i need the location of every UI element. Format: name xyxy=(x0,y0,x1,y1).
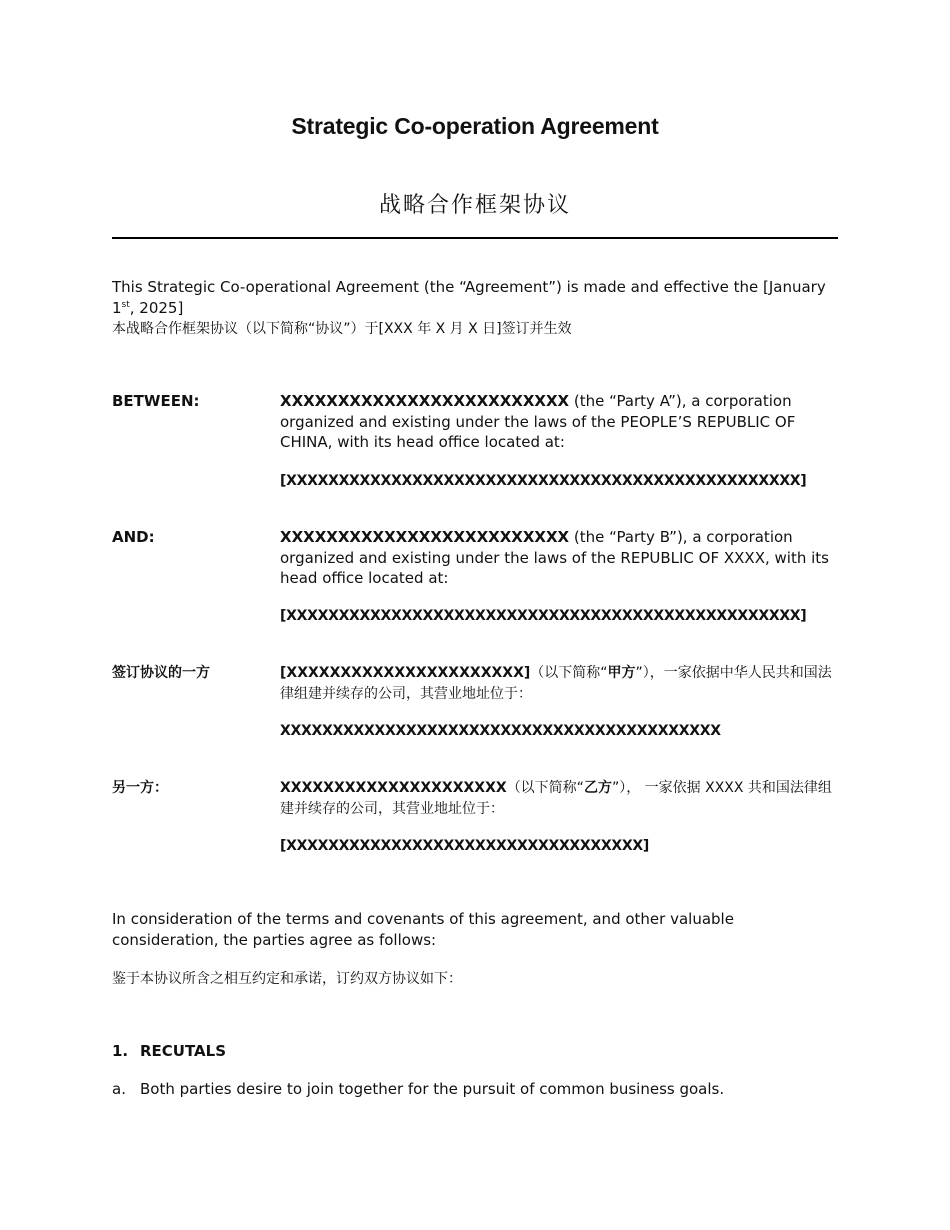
list-item xyxy=(112,1080,724,1098)
party-b-cn-post: ”）， 一家依据 XXXX 共和国法律组建并续存的公司，其营业地址位于： xyxy=(280,780,832,817)
party-b-details: (the “Party B”), a corporation organized and existing under the laws of the REPUBLIC OF XXXX, with its head office located at: xyxy=(280,528,829,587)
party-a-cn-name: [XXXXXXXXXXXXXXXXXXXXXX] xyxy=(280,665,531,681)
party-a-address: [XXXXXXXXXXXXXXXXXXXXXXXXXXXXXXXXXXXXXXXXXXXXXXXXX] xyxy=(280,473,807,489)
section-title: RECUTALS xyxy=(140,1042,227,1060)
party-a-cn-post: ”），一家依据中华人民共和国法律组建并续存的公司，其营业地址位于： xyxy=(280,665,832,702)
intro-paragraph-chinese: 本战略合作框架协议（以下简称“协议”）于[XXX 年 X 月 X 日]签订并生效 xyxy=(112,321,572,337)
and-label: AND: xyxy=(112,528,155,546)
intro-text-part2: , 2025] xyxy=(129,298,184,317)
title-divider xyxy=(112,237,838,239)
party-b-cn-name: XXXXXXXXXXXXXXXXXXXXX xyxy=(280,780,507,796)
party-a-name: XXXXXXXXXXXXXXXXXXXXXXXXX xyxy=(280,392,570,410)
intro-paragraph xyxy=(112,277,838,318)
party-a-description xyxy=(280,391,840,453)
party-a-details: (the “Party A”), a corporation organized and existing under the laws of the PEOPLE’S REPUBLIC OF CHINA, with its head office located at: xyxy=(280,392,796,451)
list-item-marker: a. xyxy=(112,1080,126,1098)
document-title-chinese: 战略合作框架协议 xyxy=(378,193,571,218)
party-a-cn-pre: （以下简称“ xyxy=(530,665,608,681)
party-a-cn-address: XXXXXXXXXXXXXXXXXXXXXXXXXXXXXXXXXXXXXXXXXX xyxy=(280,723,721,739)
party-b-cn-label: 另一方： xyxy=(112,780,168,796)
party-a-cn-description xyxy=(280,663,840,704)
party-b-cn-pre: （以下简称“ xyxy=(506,780,584,796)
intro-superscript: st xyxy=(121,299,130,310)
party-b-address: [XXXXXXXXXXXXXXXXXXXXXXXXXXXXXXXXXXXXXXXXXXXXXXXXX] xyxy=(280,608,807,624)
intro-text-part1: This Strategic Co-operational Agreement (the “Agreement”) is made and effective the [January 1 xyxy=(112,278,826,317)
section-number: 1. xyxy=(112,1042,129,1060)
party-a-cn-short: 甲方 xyxy=(607,665,636,681)
list-item-text: Both parties desire to join together for the pursuit of common business goals. xyxy=(140,1080,725,1098)
between-label: BETWEEN: xyxy=(112,392,200,410)
consideration-paragraph-chinese: 鉴于本协议所含之相互约定和承诺，订约双方协议如下： xyxy=(112,971,462,987)
party-b-cn-short: 乙方 xyxy=(583,780,612,796)
party-b-description xyxy=(280,527,840,589)
party-b-cn-address: [XXXXXXXXXXXXXXXXXXXXXXXXXXXXXXXXXX] xyxy=(280,838,649,854)
consideration-paragraph: In consideration of the terms and covenants of this agreement, and other valuable consideration, the parties agree as follows: xyxy=(112,910,734,949)
party-b-name: XXXXXXXXXXXXXXXXXXXXXXXXX xyxy=(280,528,570,546)
document-title: Strategic Co-operation Agreement xyxy=(291,113,659,139)
section-heading xyxy=(112,1042,226,1060)
party-a-cn-label: 签订协议的一方 xyxy=(112,665,210,681)
party-b-cn-description xyxy=(280,778,840,819)
